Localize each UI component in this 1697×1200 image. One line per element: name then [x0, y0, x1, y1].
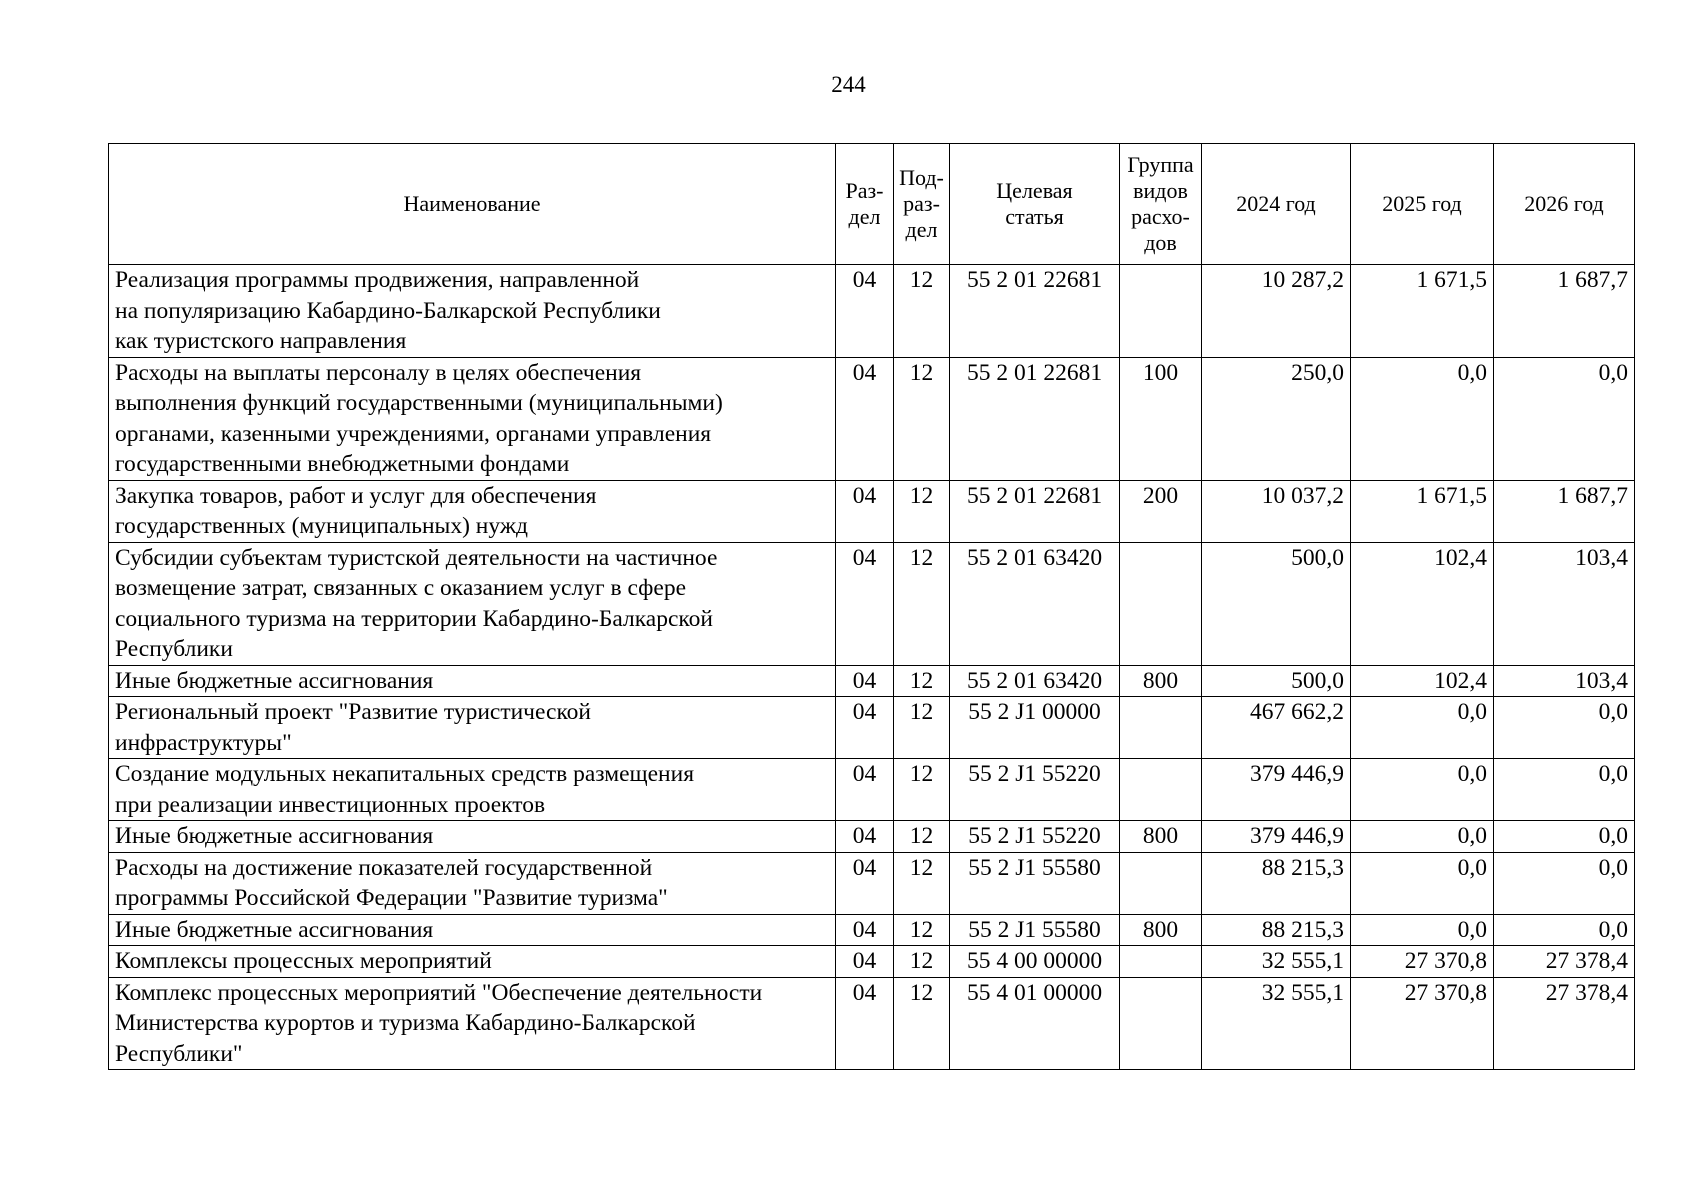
cell-year-2024: 10 287,2 [1202, 265, 1351, 358]
cell-razdel: 04 [836, 852, 894, 914]
cell-podrazdel: 12 [894, 977, 950, 1070]
table-row [109, 480, 1635, 542]
cell-podrazdel: 12 [894, 697, 950, 759]
cell-expense-group: 800 [1120, 821, 1202, 853]
cell-year-2025: 27 370,8 [1351, 977, 1494, 1070]
header-name: Наименование [109, 144, 836, 265]
cell-year-2025: 0,0 [1351, 852, 1494, 914]
header-podrazdel: Под- раз- дел [894, 144, 950, 265]
table-row [109, 946, 1635, 978]
cell-year-2024: 88 215,3 [1202, 914, 1351, 946]
cell-name: Расходы на достижение показателей государственной программы Российской Федерации "Развитие туризма" [109, 852, 836, 914]
cell-year-2026: 103,4 [1494, 665, 1635, 697]
cell-target-article: 55 2 01 22681 [950, 265, 1120, 358]
cell-name: Иные бюджетные ассигнования [109, 821, 836, 853]
cell-year-2025: 102,4 [1351, 665, 1494, 697]
table-body [109, 265, 1635, 1070]
cell-razdel: 04 [836, 759, 894, 821]
cell-year-2026: 0,0 [1494, 697, 1635, 759]
cell-razdel: 04 [836, 977, 894, 1070]
cell-year-2024: 379 446,9 [1202, 821, 1351, 853]
cell-razdel: 04 [836, 821, 894, 853]
cell-year-2026: 0,0 [1494, 357, 1635, 480]
cell-year-2026: 103,4 [1494, 542, 1635, 665]
table-row [109, 542, 1635, 665]
cell-year-2026: 27 378,4 [1494, 977, 1635, 1070]
cell-year-2024: 32 555,1 [1202, 977, 1351, 1070]
cell-target-article: 55 2 01 63420 [950, 542, 1120, 665]
cell-podrazdel: 12 [894, 665, 950, 697]
cell-year-2024: 88 215,3 [1202, 852, 1351, 914]
header-row [109, 144, 1635, 265]
cell-name: Иные бюджетные ассигнования [109, 665, 836, 697]
cell-year-2026: 0,0 [1494, 914, 1635, 946]
table-row [109, 759, 1635, 821]
cell-razdel: 04 [836, 665, 894, 697]
cell-year-2026: 1 687,7 [1494, 265, 1635, 358]
cell-year-2024: 379 446,9 [1202, 759, 1351, 821]
cell-year-2024: 500,0 [1202, 665, 1351, 697]
table-row [109, 914, 1635, 946]
cell-target-article: 55 2 J1 55580 [950, 852, 1120, 914]
cell-year-2026: 27 378,4 [1494, 946, 1635, 978]
cell-expense-group [1120, 977, 1202, 1070]
cell-razdel: 04 [836, 914, 894, 946]
cell-year-2025: 0,0 [1351, 759, 1494, 821]
cell-podrazdel: 12 [894, 852, 950, 914]
cell-name: Закупка товаров, работ и услуг для обеспечения государственных (муниципальных) нужд [109, 480, 836, 542]
cell-year-2024: 500,0 [1202, 542, 1351, 665]
header-razdel: Раз- дел [836, 144, 894, 265]
table-row [109, 697, 1635, 759]
table-row [109, 852, 1635, 914]
cell-target-article: 55 2 J1 00000 [950, 697, 1120, 759]
cell-expense-group [1120, 946, 1202, 978]
cell-expense-group [1120, 697, 1202, 759]
cell-name: Реализация программы продвижения, направленной на популяризацию Кабардино-Балкарской Республики как туристского направления [109, 265, 836, 358]
cell-target-article: 55 2 01 63420 [950, 665, 1120, 697]
cell-year-2024: 32 555,1 [1202, 946, 1351, 978]
cell-target-article: 55 4 00 00000 [950, 946, 1120, 978]
cell-year-2025: 1 671,5 [1351, 480, 1494, 542]
cell-podrazdel: 12 [894, 542, 950, 665]
cell-expense-group: 800 [1120, 914, 1202, 946]
table-row [109, 821, 1635, 853]
table-row [109, 665, 1635, 697]
cell-razdel: 04 [836, 357, 894, 480]
header-year-2025: 2025 год [1351, 144, 1494, 265]
budget-table [108, 143, 1635, 1070]
table-row [109, 977, 1635, 1070]
cell-razdel: 04 [836, 542, 894, 665]
cell-year-2025: 0,0 [1351, 697, 1494, 759]
cell-razdel: 04 [836, 265, 894, 358]
cell-name: Комплексы процессных мероприятий [109, 946, 836, 978]
cell-name: Расходы на выплаты персоналу в целях обеспечения выполнения функций государственными (муниципальными) органами, казенными учреждениями, органами управления государственными внебюджетными фондами [109, 357, 836, 480]
cell-target-article: 55 2 01 22681 [950, 357, 1120, 480]
cell-podrazdel: 12 [894, 914, 950, 946]
cell-name: Субсидии субъектам туристской деятельности на частичное возмещение затрат, связанных с оказанием услуг в сфере социального туризма на территории Кабардино-Балкарской Республики [109, 542, 836, 665]
header-target-article: Целевая статья [950, 144, 1120, 265]
cell-podrazdel: 12 [894, 946, 950, 978]
cell-year-2025: 1 671,5 [1351, 265, 1494, 358]
cell-name: Региональный проект "Развитие туристической инфраструктуры" [109, 697, 836, 759]
cell-year-2025: 0,0 [1351, 914, 1494, 946]
cell-target-article: 55 2 J1 55220 [950, 759, 1120, 821]
cell-year-2026: 1 687,7 [1494, 480, 1635, 542]
cell-expense-group: 100 [1120, 357, 1202, 480]
cell-year-2024: 250,0 [1202, 357, 1351, 480]
cell-podrazdel: 12 [894, 821, 950, 853]
cell-podrazdel: 12 [894, 357, 950, 480]
cell-year-2026: 0,0 [1494, 852, 1635, 914]
table-row [109, 265, 1635, 358]
cell-podrazdel: 12 [894, 759, 950, 821]
cell-name: Иные бюджетные ассигнования [109, 914, 836, 946]
cell-year-2025: 27 370,8 [1351, 946, 1494, 978]
cell-podrazdel: 12 [894, 265, 950, 358]
table-row [109, 357, 1635, 480]
cell-name: Создание модульных некапитальных средств размещения при реализации инвестиционных проектов [109, 759, 836, 821]
cell-target-article: 55 2 J1 55220 [950, 821, 1120, 853]
cell-expense-group [1120, 759, 1202, 821]
cell-expense-group: 200 [1120, 480, 1202, 542]
cell-razdel: 04 [836, 946, 894, 978]
cell-expense-group [1120, 265, 1202, 358]
cell-year-2024: 10 037,2 [1202, 480, 1351, 542]
header-year-2026: 2026 год [1494, 144, 1635, 265]
cell-year-2026: 0,0 [1494, 821, 1635, 853]
cell-podrazdel: 12 [894, 480, 950, 542]
header-expense-group: Группа видов расхо- дов [1120, 144, 1202, 265]
cell-expense-group: 800 [1120, 665, 1202, 697]
cell-year-2026: 0,0 [1494, 759, 1635, 821]
cell-target-article: 55 2 01 22681 [950, 480, 1120, 542]
cell-razdel: 04 [836, 697, 894, 759]
cell-target-article: 55 4 01 00000 [950, 977, 1120, 1070]
cell-razdel: 04 [836, 480, 894, 542]
cell-name: Комплекс процессных мероприятий "Обеспечение деятельности Министерства курортов и туризма Кабардино-Балкарской Республики" [109, 977, 836, 1070]
cell-expense-group [1120, 852, 1202, 914]
cell-year-2025: 0,0 [1351, 357, 1494, 480]
cell-year-2025: 0,0 [1351, 821, 1494, 853]
cell-expense-group [1120, 542, 1202, 665]
header-year-2024: 2024 год [1202, 144, 1351, 265]
page-number: 244 [831, 72, 866, 97]
cell-year-2024: 467 662,2 [1202, 697, 1351, 759]
cell-year-2025: 102,4 [1351, 542, 1494, 665]
cell-target-article: 55 2 J1 55580 [950, 914, 1120, 946]
